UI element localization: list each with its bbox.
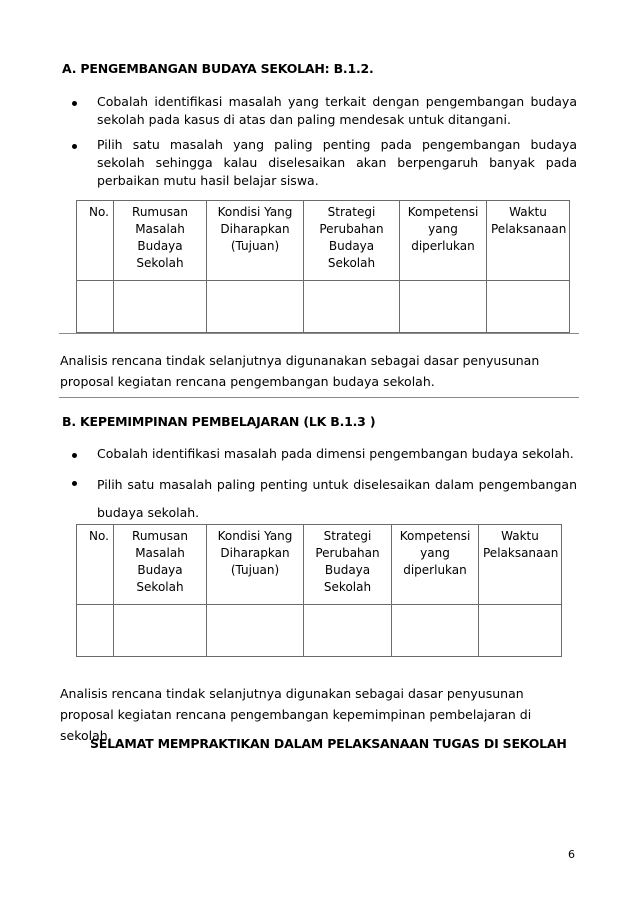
header-rumusan: Rumusan Masalah Budaya Sekolah — [114, 525, 207, 605]
page-number: 6 — [568, 848, 575, 861]
table-cell[interactable] — [392, 605, 479, 657]
header-kompetensi: Kompetensi yang diperlukan — [400, 201, 487, 281]
section-b-bullet-2: Pilih satu masalah paling penting untuk diselesaikan dalam pengembangan budaya sekolah. — [97, 477, 577, 520]
bullet-icon — [72, 144, 77, 149]
table-cell[interactable] — [479, 605, 562, 657]
table-cell[interactable] — [114, 605, 207, 657]
header-kondisi: Kondisi Yang Diharapkan (Tujuan) — [207, 525, 304, 605]
section-a-heading: A. PENGEMBANGAN BUDAYA SEKOLAH: B.1.2. — [62, 61, 374, 76]
divider — [59, 333, 579, 334]
divider — [59, 397, 579, 398]
header-no: No. — [77, 201, 114, 281]
table-cell[interactable] — [400, 281, 487, 333]
section-b-analysis: Analisis rencana tindak selanjutnya digunakan sebagai dasar penyusunan proposal kegiatan rencana pengembangan kepemimpinan pembelajaran di sekolah. — [60, 686, 532, 743]
table-header-row — [77, 201, 570, 281]
table-row — [77, 605, 562, 657]
closing-message: SELAMAT MEMPRAKTIKAN DALAM PELAKSANAAN TUGAS DI SEKOLAH — [90, 736, 567, 751]
table-cell[interactable] — [304, 281, 400, 333]
section-a-analysis: Analisis rencana tindak selanjutnya digunanakan sebagai dasar penyusunan proposal kegiatan rencana pengembangan budaya sekolah. — [60, 353, 540, 389]
bullet-icon — [72, 101, 77, 106]
table-row — [77, 281, 570, 333]
table-cell[interactable] — [487, 281, 570, 333]
table-cell[interactable] — [207, 605, 304, 657]
section-b-table — [76, 524, 562, 657]
section-b-bullet-1: Cobalah identifikasi masalah pada dimensi pengembangan budaya sekolah. — [97, 446, 574, 461]
table-cell[interactable] — [207, 281, 304, 333]
header-rumusan: Rumusan Masalah Budaya Sekolah — [114, 201, 207, 281]
header-strategi: Strategi Perubahan Budaya Sekolah — [304, 201, 400, 281]
header-strategi: Strategi Perubahan Budaya Sekolah — [304, 525, 392, 605]
section-b-heading: B. KEPEMIMPINAN PEMBELAJARAN (LK B.1.3 ) — [62, 414, 376, 429]
header-no: No. — [77, 525, 114, 605]
section-a-table — [76, 200, 570, 333]
bullet-icon — [72, 481, 77, 486]
header-kondisi: Kondisi Yang Diharapkan (Tujuan) — [207, 201, 304, 281]
section-a-bullet-2: Pilih satu masalah yang paling penting pada pengembangan budaya sekolah sehingga kalau diselesaikan akan berpengaruh banyak pada perbaikan mutu hasil belajar siswa. — [97, 137, 577, 188]
section-a-bullet-1: Cobalah identifikasi masalah yang terkait dengan pengembangan budaya sekolah pada kasus di atas dan paling mendesak untuk ditangani. — [97, 94, 577, 127]
bullet-icon — [72, 453, 77, 458]
table-cell[interactable] — [77, 605, 114, 657]
table-cell[interactable] — [77, 281, 114, 333]
table-header-row — [77, 525, 562, 605]
header-waktu: Waktu Pelaksanaan — [487, 201, 570, 281]
header-waktu: Waktu Pelaksanaan — [479, 525, 562, 605]
table-cell[interactable] — [304, 605, 392, 657]
header-kompetensi: Kompetensi yang diperlukan — [392, 525, 479, 605]
table-cell[interactable] — [114, 281, 207, 333]
